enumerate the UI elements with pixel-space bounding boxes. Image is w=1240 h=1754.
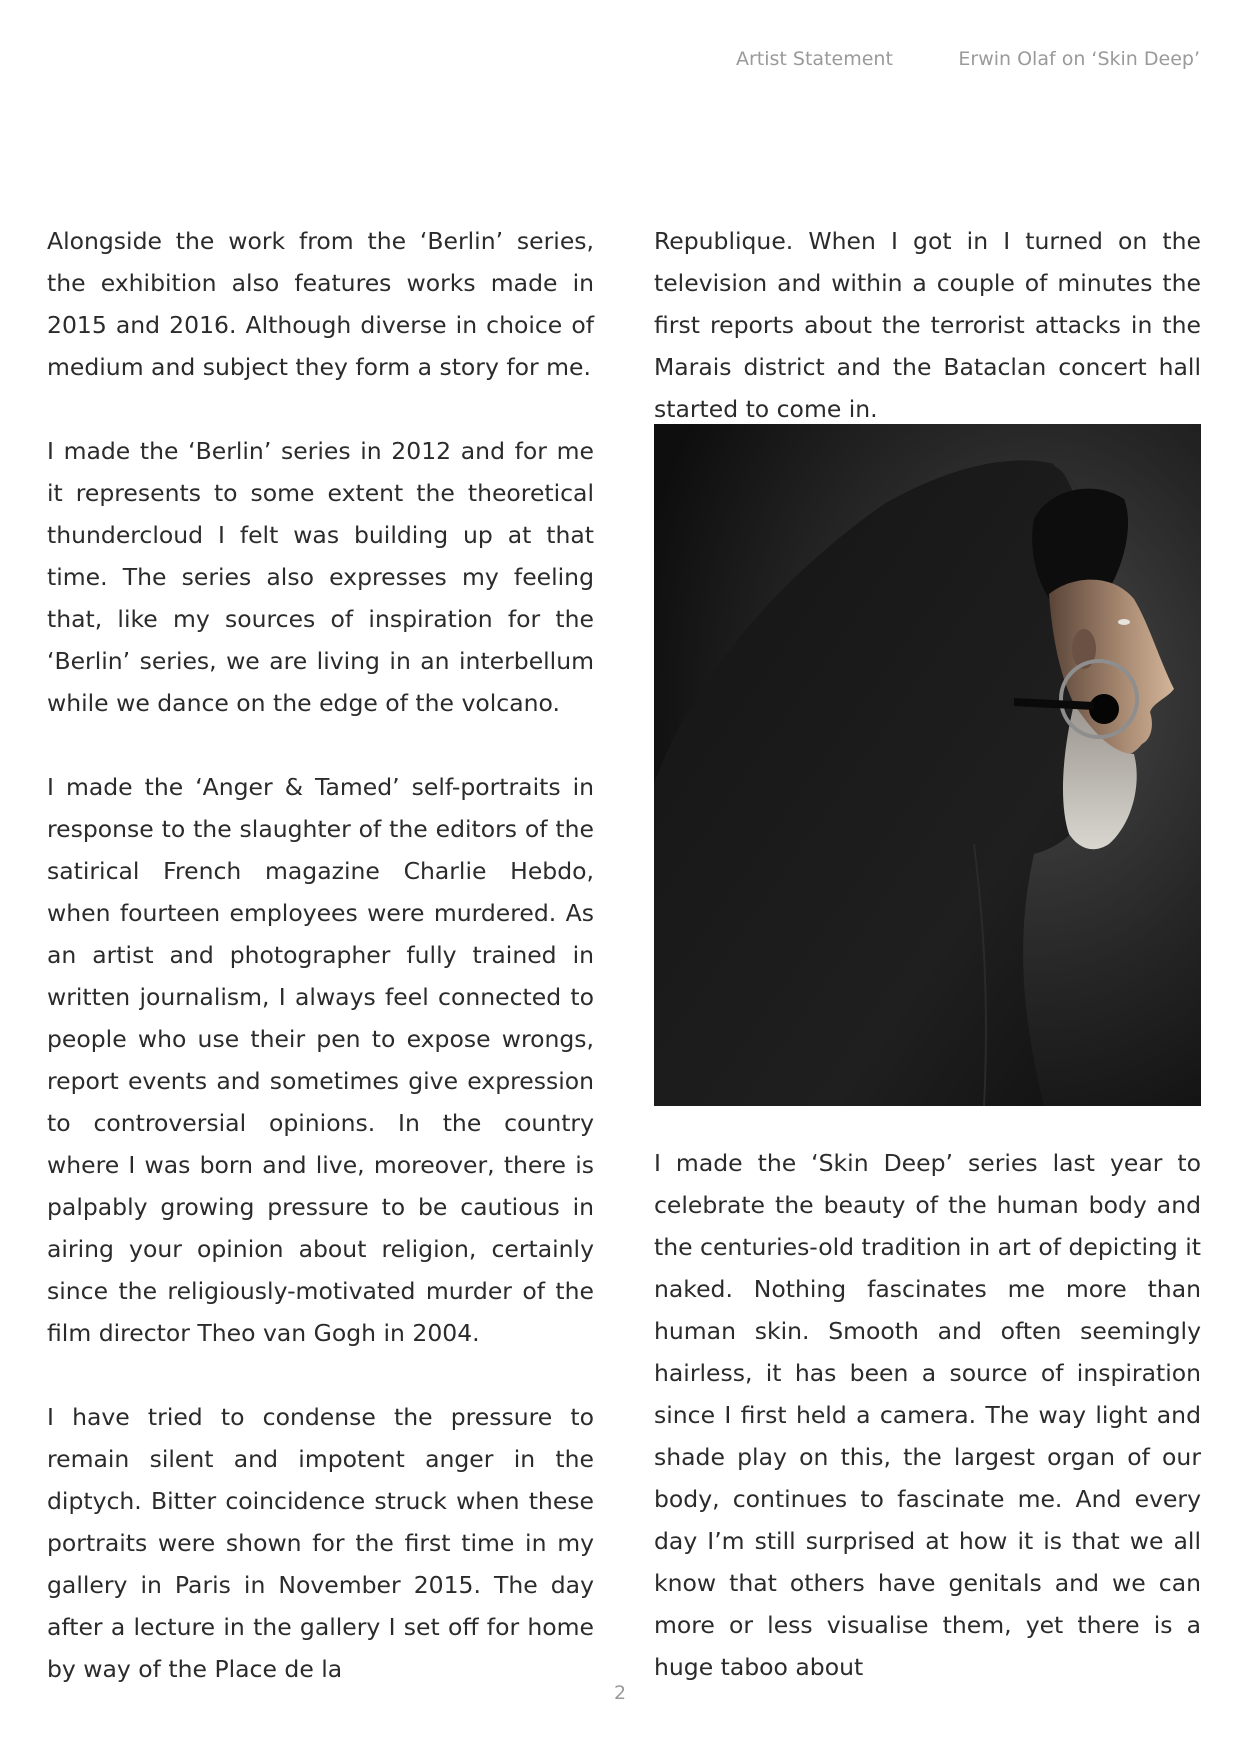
running-header [0, 48, 1240, 78]
paragraph: I have tried to condense the pressure to remain silent and impotent anger in the diptych. Bitter coincidence struck when these portraits were shown for the first time in my gallery in Paris in November 2015. The day after a lecture in the gallery I set off for home by way of the Place de la [47, 1403, 594, 1683]
paragraph: I made the ‘Skin Deep’ series last year to celebrate the beauty of the human body and the centuries-old tradition in art of depicting it naked. Nothing fascinates me more than human skin. Smooth and often seemingly hairless, it has been a source of inspiration since I first held a camera. The way light and shade play on this, the largest organ of our body, continues to fascinate me. And every day I’m still surprised at how it is that we all know that others have genitals and we can more or less visualise them, yet there is a huge taboo about [654, 1149, 1201, 1681]
header-document-title: Erwin Olaf on ‘Skin Deep’ [958, 48, 1200, 70]
header-section-title: Artist Statement [736, 48, 893, 70]
page-number: 2 [613, 1682, 627, 1704]
gag-strap [1014, 702, 1094, 706]
paragraph: I made the ‘Anger & Tamed’ self-portraits in response to the slaughter of the editors of the satirical French magazine Charlie Hebdo, when fourteen employees were murdered. As an artist and photographer fully trained in written journalism, I always feel connected to people who use their pen to expose wrongs, report events and sometimes give expression to controversial opinions. In the country where I was born and live, moreover, there is palpably growing pressure to be cautious in airing your opinion about religion, certainly since the religiously-motivated murder of the film director Theo van Gogh in 2004. [47, 773, 594, 1347]
eye [1118, 619, 1130, 625]
paragraph: Republique. When I got in I turned on the television and within a couple of minutes the first reports about the terrorist attacks in the Marais district and the Bataclan concert hall started to come in. [654, 227, 1201, 423]
portrait-photo [654, 424, 1201, 1106]
right-column-bottom [654, 1142, 1201, 1688]
right-column-top [654, 220, 1201, 430]
paragraph: I made the ‘Berlin’ series in 2012 and for me it represents to some extent the theoretical thundercloud I felt was building up at that time. The series also expresses my feeling that, like my sources of inspiration for the ‘Berlin’ series, we are living in an interbellum while we dance on the edge of the volcano. [47, 437, 594, 717]
left-column [47, 220, 594, 1690]
paragraph: Alongside the work from the ‘Berlin’ series, the exhibition also features works made in 2015 and 2016. Although diverse in choice of medium and subject they form a story for me. [47, 227, 594, 381]
